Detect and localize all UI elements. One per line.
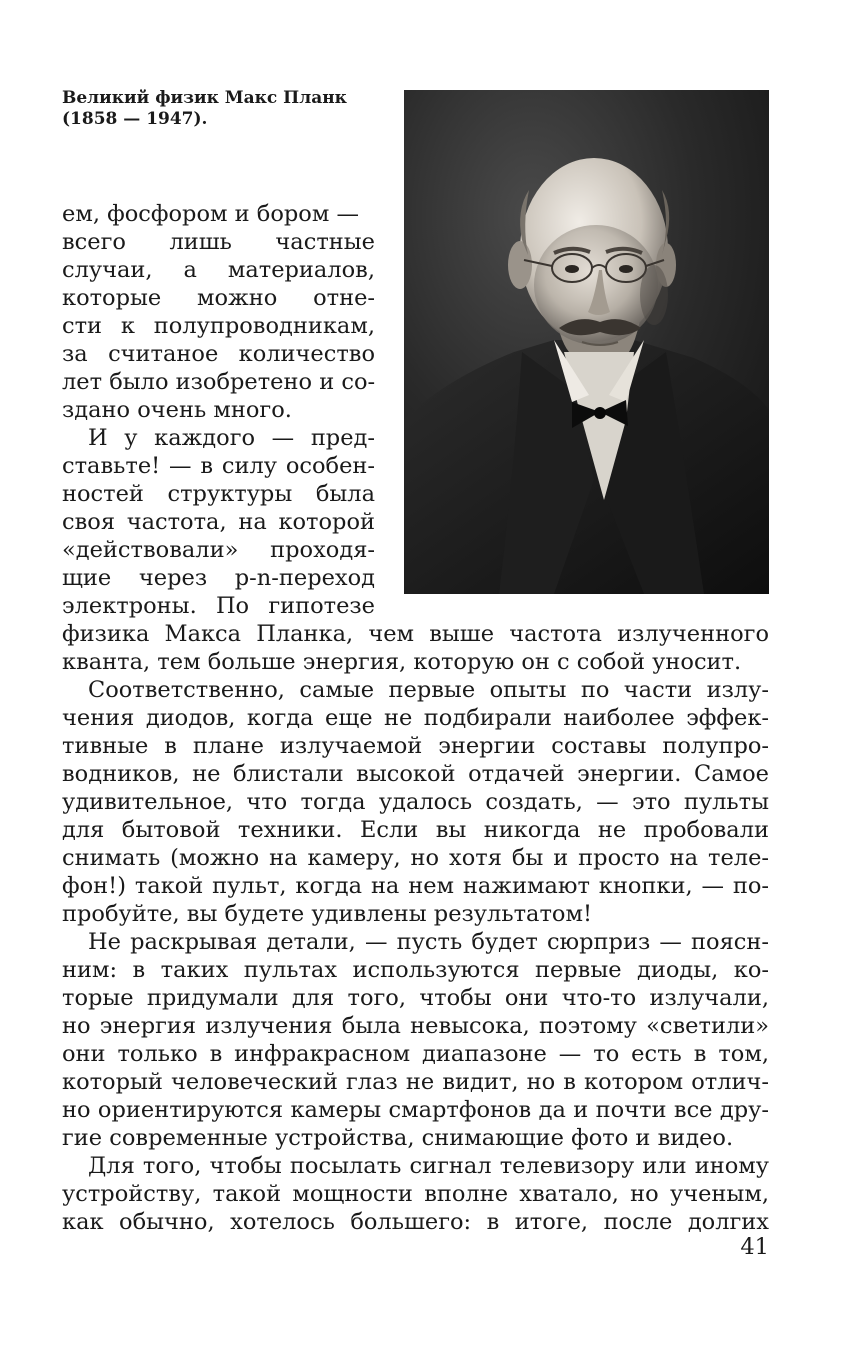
text-line: кванта, тем больше энергия, которую он с собой уносит. (62, 649, 742, 675)
text-line: водников, не блистали высокой отдачей энергии. Самое (62, 761, 769, 787)
text-line: как обычно, хотелось большего: в итоге, после долгих (62, 1209, 769, 1235)
text-line: физика Макса Планка, чем выше частота излученного (62, 621, 769, 647)
caption-line-2: (1858 — 1947). (62, 109, 208, 129)
portrait-photo (404, 90, 769, 594)
text-line: пробуйте, вы будете удивлены результатом! (62, 901, 592, 927)
text-line: для бытовой техники. Если вы никогда не пробовали (62, 817, 769, 843)
text-line: который человеческий глаз не видит, но в котором отлич- (62, 1069, 769, 1095)
text-line: но ориентируются камеры смартфонов да и почти все дру- (62, 1097, 769, 1123)
text-line: Соответственно, самые первые опыты по части излу- (88, 677, 769, 703)
text-line: фон!) такой пульт, когда на нем нажимают кнопки, — по- (62, 873, 769, 899)
text-line: они только в инфракрасном диапазоне — то есть в том, (62, 1041, 769, 1067)
text-line: удивительное, что тогда удалось создать, — это пульты (62, 789, 769, 815)
photo-caption (62, 88, 392, 130)
text-line: торые придумали для того, чтобы они что-то излучали, (62, 985, 769, 1011)
text-line: тивные в плане излучаемой энергии составы полупро- (62, 733, 769, 759)
text-line: электроны. По гипотезе (62, 593, 375, 619)
portrait-illustration (404, 90, 769, 594)
text-line: всего лишь частные (62, 229, 375, 255)
text-line: снимать (можно на камеру, но хотя бы и просто на теле- (62, 845, 769, 871)
text-line: но энергия излучения была невысока, поэтому «светили» (62, 1013, 769, 1039)
text-line: сти к полупроводникам, (62, 313, 375, 339)
caption-line-1: Великий физик Макс Планк (62, 88, 347, 108)
text-line: Для того, чтобы посылать сигнал телевизору или иному (88, 1153, 769, 1179)
text-line: Не раскрывая детали, — пусть будет сюрприз — поясн- (88, 929, 769, 955)
text-line: лет было изобретено и со- (62, 369, 376, 395)
text-line: которые можно отне- (62, 285, 375, 311)
page-number: 41 (740, 1234, 769, 1260)
text-line: щие через p-n-переход (62, 565, 375, 591)
text-line: ним: в таких пультах используются первые диоды, ко- (62, 957, 769, 983)
text-line: здано очень много. (62, 397, 292, 423)
text-line: ностей структуры была (62, 481, 375, 507)
text-line: чения диодов, когда еще не подбирали наиболее эффек- (62, 705, 769, 731)
text-line: И у каждого — пред- (88, 425, 375, 451)
text-line: устройству, такой мощности вполне хватало, но ученым, (62, 1181, 769, 1207)
text-line: ем, фосфором и бором — (62, 201, 359, 227)
text-line: «действовали» проходя- (62, 537, 375, 563)
text-line: ставьте! — в силу особен- (62, 453, 375, 479)
text-line: гие современные устройства, снимающие фото и видео. (62, 1125, 734, 1151)
text-line: случаи, а материалов, (62, 257, 375, 283)
text-line: за считаное количество (62, 341, 375, 367)
text-line: своя частота, на которой (62, 509, 375, 535)
